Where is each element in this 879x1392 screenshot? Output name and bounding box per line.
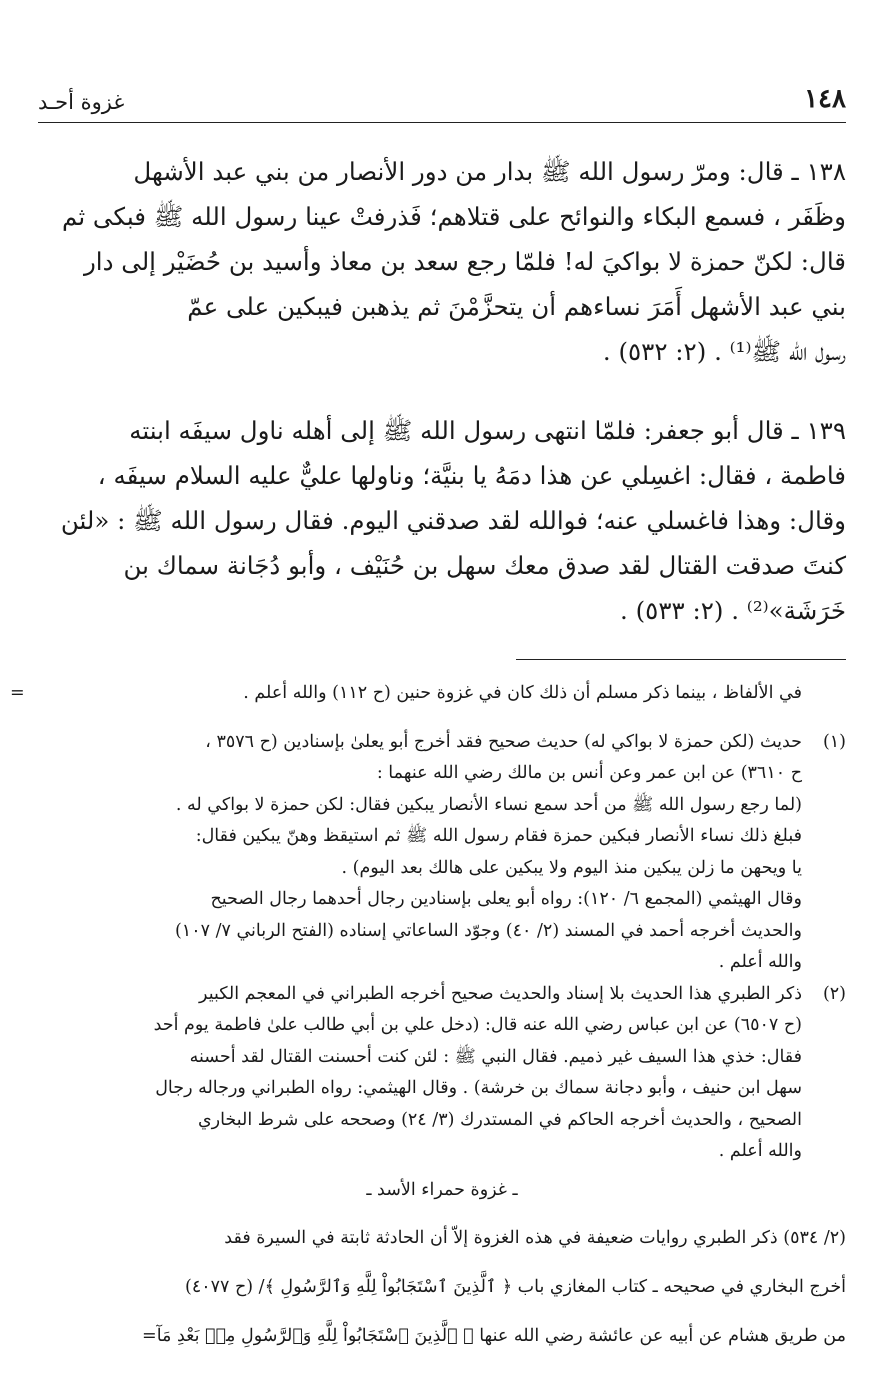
- footnote-line: سهل ابن حنيف ، وأبو دجانة سماك بن خرشة) . وقال الهيثمي: رواه الطبراني ورجاله رجال: [155, 1078, 802, 1098]
- footnote-line: أخرج البخاري في صحيحه ـ كتاب المغازي باب ﴿ ٱلَّذِينَ ٱسْتَجَابُواْ لِلَّهِ وَٱلرَّسُولِ ﴾/ (ح ٤٠٧٧): [185, 1277, 846, 1297]
- footnote-line: ح ٣٦١٠) عن ابن عمر وعن أنس بن مالك رضي الله عنهما :: [376, 763, 802, 783]
- text-line: رسول الله ﷺ⁽¹⁾ . (٢: ٥٣٢) .: [602, 337, 846, 366]
- footnote-line: الصحيح ، والحديث أخرجه الحاكم في المستدرك (٣/ ٢٤) وصححه على شرط البخاري: [197, 1109, 802, 1130]
- footnote-mark: (٢): [822, 983, 846, 1004]
- text-line: وقال: وهذا فاغسلي عنه؛ فوالله لقد صدقني اليوم. فقال رسول الله ﷺ : «لئن: [60, 506, 846, 535]
- footnote-line: (٢/ ٥٣٤) ذكر الطبري روايات ضعيفة في هذه الغزوة إلاّ أن الحادثة ثابتة في السيرة فقد: [224, 1228, 846, 1248]
- page-number: ١٤٨: [804, 84, 846, 114]
- text-line: قال: لكنّ حمزة لا بواكيَ له! فلمّا رجع سعد بن معاذ وأسيد بن حُضَيْر إلى دار: [83, 247, 846, 276]
- paragraph-139: [38, 408, 846, 633]
- running-title: غزوة أحـد: [38, 90, 125, 114]
- footnote-line: والله أعلم .: [718, 1141, 802, 1161]
- footnote-line: والحديث أخرجه أحمد في المسند (٢/ ٤٠) وجوّد الساعاتي إسناده (الفتح الرباني ٧/ ١٠٧): [174, 920, 802, 941]
- text-line: كنتَ صدقت القتال لقد صدق معك سهل بن حُنَيْف ، وأبو دُجَانة سماك بن: [123, 551, 846, 580]
- main-text: [38, 149, 846, 633]
- footnote-line: فبلغ ذلك نساء الأنصار فبكين حمزة فقام رسول الله ﷺ ثم استيقظ وهنّ يبكين فقال:: [195, 826, 802, 846]
- footnote-line: (ح ٦٥٠٧) عن ابن عباس رضي الله عنه قال: (دخل علي بن أبي طالب علىٰ فاطمة يوم أحد: [153, 1015, 802, 1035]
- text-line: ١٣٨ ـ قال: ومرّ رسول الله ﷺ بدار من دور الأنصار من بني عبد الأشهل: [133, 157, 846, 186]
- text-line: بني عبد الأشهل أَمَرَ نساءهم أن يتحزَّمْنَ ثم يذهبن فيبكين على عمّ: [187, 292, 846, 321]
- footnote-line: وقال الهيثمي (المجمع ٦/ ١٢٠): رواه أبو يعلى بإسنادين رجال أحدهما رجال الصحيح: [210, 889, 802, 909]
- book-page: [10, 78, 846, 1378]
- footnote-mark: (١): [822, 731, 846, 752]
- footnote-line: حديث (لكن حمزة لا بواكي له) حديث صحيح فقد أخرج أبو يعلىٰ بإسنادين (ح ٣٥٧٦ ،: [205, 731, 802, 752]
- continuation-mark: =: [10, 682, 25, 703]
- text-line: فاطمة ، فقال: اغسِلي عن هذا دمَهُ يا بنيَّة؛ وناولها عليٌّ عليه السلام سيفَه ،: [97, 461, 846, 490]
- footnote-line: في الألفاظ ، بينما ذكر مسلم أن ذلك كان في غزوة حنين (ح ١١٢) والله أعلم .: [243, 682, 802, 703]
- footnote-line: من طريق هشام عن أبيه عن عائشة رضي الله عنها ﴿ ٱلَّذِينَ ٱسْتَجَابُواْ لِلَّهِ وَٱلرَّسُولِ مِنۢ بَعْدِ مَآ=: [142, 1326, 846, 1346]
- paragraph-138: [38, 149, 846, 374]
- footnote-continuation: [10, 678, 846, 710]
- text-line: ١٣٩ ـ قال أبو جعفر: فلمّا انتهى رسول الله ﷺ إلى أهله ناول سيفَه ابنته: [129, 416, 846, 445]
- page-header: [38, 78, 846, 123]
- footnote-line: والله أعلم .: [718, 952, 802, 972]
- footnote-trailing: [38, 1223, 846, 1353]
- footnote-line: ذكر الطبري هذا الحديث بلا إسناد والحديث صحيح أخرجه الطبراني في المعجم الكبير: [199, 983, 802, 1004]
- footnote-separator: [516, 659, 846, 660]
- footnote-line: فقال: خذي هذا السيف غير ذميم. فقال النبي ﷺ : لئن كنت أحسنت القتال لقد أحسنه: [189, 1046, 802, 1067]
- footnote-line: (لما رجع رسول الله ﷺ من أحد سمع نساء الأنصار يبكين فقال: لكن حمزة لا بواكي له .: [175, 794, 802, 815]
- footnote-line: يا ويحهن ما زلن يبكين منذ اليوم ولا يبكين على هالك بعد اليوم) .: [341, 857, 802, 878]
- text-line: وظَفَر ، فسمع البكاء والنوائح على قتلاهم؛ فَذرفتْ عينا رسول الله ﷺ فبكى ثم: [62, 202, 846, 231]
- text-line: خَرَشَة»⁽²⁾ . (٢: ٥٣٣) .: [620, 596, 846, 625]
- footnotes: [10, 678, 846, 1353]
- footnote-1: [38, 727, 846, 979]
- section-subheading: ـ غزوة حمراء الأسد ـ: [366, 1179, 518, 1200]
- footnote-2: [38, 979, 846, 1168]
